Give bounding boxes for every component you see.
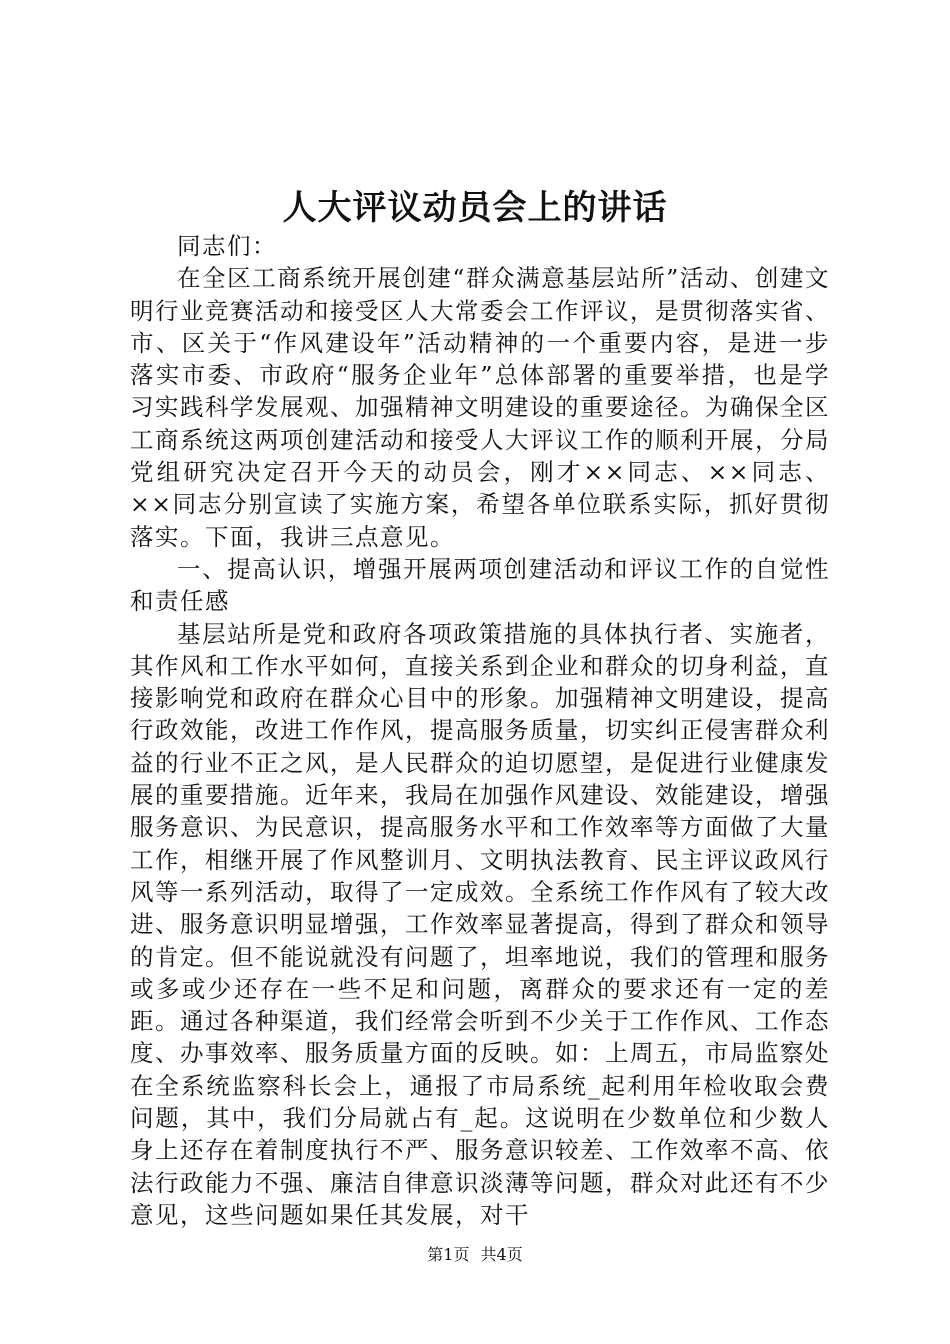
section-heading-1: 一、提高认识，增强开展两项创建活动和评议工作的自觉性和责任感	[130, 554, 830, 616]
document-title: 人大评议动员会上的讲话	[282, 188, 668, 228]
page-number: 第1页	[427, 1245, 470, 1264]
paragraph-salutation: 同志们：	[177, 232, 277, 260]
paragraph-intro: 在全区工商系统开展创建“群众满意基层站所”活动、创建文明行业竞赛活动和接受区人大常委会工作评议，是贯彻落实省、市、区关于“作风建设年”活动精神的一个重要内容，是进一步落实市委、市政府“服务企业年”总体部署的重要举措，也是学习实践科学发展观、加强精神文明建设的重要途径。为确保全区工商系统这两项创建活动和接受人大评议工作的顺利开展，分局党组研究决定召开今天的动员会，刚才××同志、××同志、××同志分别宣读了实施方案，希望各单位联系实际，抓好贯彻落实。下面，我讲三点意见。	[130, 264, 830, 551]
paragraph-section-1: 基层站所是党和政府各项政策措施的具体执行者、实施者，其作风和工作水平如何，直接关系到企业和群众的切身利益，直接影响党和政府在群众心目中的形象。加强精神文明建设，提高行政效能，改进工作作风，提高服务质量，切实纠正侵害群众利益的行业不正之风，是人民群众的迫切愿望，是促进行业健康发展的重要措施。近年来，我局在加强作风建设、效能建设，增强服务意识、为民意识，提高服务水平和工作效率等方面做了大量工作，相继开展了作风整训月、文明执法教育、民主评议政风行风等一系列活动，取得了一定成效。全系统工作作风有了较大改进、服务意识明显增强，工作效率显著提高，得到了群众和领导的肯定。但不能说就没有问题了，坦率地说，我们的管理和服务或多或少还存在一些不足和问题，离群众的要求还有一定的差距。通过各种渠道，我们经常会听到不少关于工作作风、工作态度、办事效率、服务质量方面的反映。如：上周五，市局监察处在全系统监察科长会上，通报了市局系统_起利用年检收取会费问题，其中，我们分局就占有_起。这说明在少数单位和少数人身上还存在着制度执行不严、服务意识较差、工作效率不高、依法行政能力不强、廉洁自律意识淡薄等问题，群众对此还有不少意见，这些问题如果任其发展，对干	[130, 619, 830, 1229]
document-body	[130, 230, 830, 1231]
page-total: 共4页	[480, 1245, 523, 1264]
page-footer	[0, 1244, 950, 1266]
